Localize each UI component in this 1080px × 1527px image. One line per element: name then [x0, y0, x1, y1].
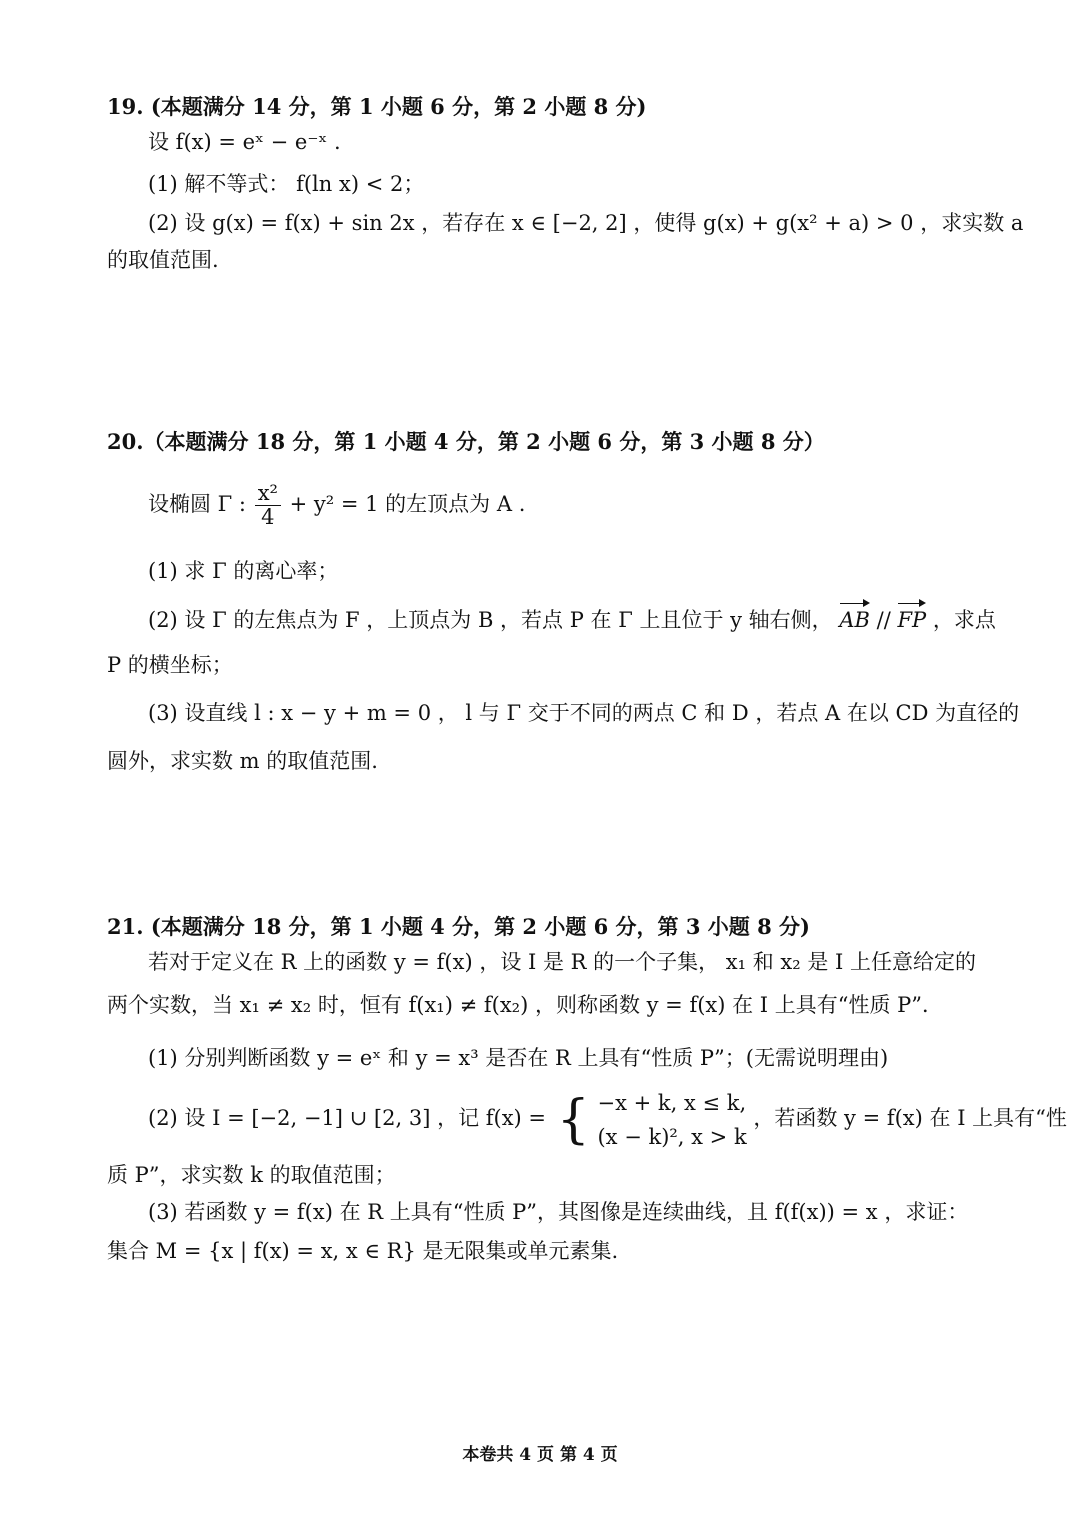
- q20-part3: (3) 设直线 l : x − y + m = 0 ， l 与 Γ 交于不同的两点 C 和 D ，若点 A 在以 CD 为直径的: [148, 701, 1020, 725]
- q21-part3-continued: 集合 M = {x | f(x) = x, x ∈ R} 是无限集或单元素集.: [107, 1239, 619, 1263]
- q20-part2-prefix: (2) 设 Γ 的左焦点为 F ，上顶点为 B ，若点 P 在 Γ 上且位于 y 轴右侧，: [148, 608, 833, 632]
- q19-definition: 设 f(x) = eˣ − e⁻ˣ .: [148, 130, 341, 154]
- q20-part2: [148, 605, 996, 635]
- q20-part2-suffix: ，求点: [932, 608, 996, 632]
- case-2: (x − k)², x > k: [597, 1124, 747, 1149]
- q20-heading: 20.（本题满分 18 分，第 1 小题 4 分，第 2 小题 6 分，第 3 小题 8 分）: [107, 429, 825, 454]
- q19-part2: (2) 设 g(x) = f(x) + sin 2x ，若存在 x ∈ [−2, 2] ，使得 g(x) + g(x² + a) > 0 ，求实数 a: [148, 211, 1024, 235]
- q21-intro-line1: 若对于定义在 R 上的函数 y = f(x) ，设 I 是 R 的一个子集， x₁ 和 x₂ 是 I 上任意给定的: [148, 950, 977, 974]
- q20-part3-continued: 圆外，求实数 m 的取值范围.: [107, 749, 378, 773]
- page-footer: 本卷共 4 页 第 4 页: [462, 1445, 618, 1465]
- q21-part2: [148, 1084, 1067, 1154]
- q20-intro-prefix: 设椭圆 Γ :: [148, 492, 246, 516]
- q21-part3: (3) 若函数 y = f(x) 在 R 上具有“性质 P”，其图像是连续曲线，且 f(f(x)) = x ，求证：: [148, 1200, 969, 1224]
- vector-fp: FP: [897, 605, 926, 635]
- case-1: −x + k, x ≤ k,: [597, 1090, 747, 1115]
- q21-part2-prefix: (2) 设 I = [−2, −1] ∪ [2, 3] ，记 f(x) =: [148, 1106, 547, 1130]
- piecewise-cases: [597, 1086, 746, 1154]
- q20-intro-suffix: + y² = 1 的左顶点为 A .: [289, 492, 526, 516]
- ellipse-fraction: [255, 482, 281, 529]
- left-brace: {: [556, 1089, 590, 1150]
- q21-heading: 21. (本题满分 18 分，第 1 小题 4 分，第 2 小题 6 分，第 3 小题 8 分): [107, 914, 810, 939]
- vector-ab: AB: [839, 605, 870, 635]
- fraction-numerator: x²: [255, 482, 281, 506]
- parallel-symbol: //: [876, 608, 898, 632]
- q20-part1: (1) 求 Γ 的离心率；: [148, 559, 339, 583]
- q19-heading: 19. (本题满分 14 分，第 1 小题 6 分，第 2 小题 8 分): [107, 94, 647, 119]
- q20-intro: [148, 474, 525, 534]
- q21-part2-suffix: ，若函数 y = f(x) 在 I 上具有“性: [753, 1106, 1067, 1130]
- q20-part2-continued: P 的横坐标；: [107, 653, 233, 677]
- q19-part1: (1) 解不等式： f(ln x) < 2；: [148, 172, 425, 196]
- q21-part2-continued: 质 P”，求实数 k 的取值范围；: [107, 1163, 396, 1187]
- fraction-denominator: 4: [261, 505, 275, 529]
- q21-part1: (1) 分别判断函数 y = eˣ 和 y = x³ 是否在 R 上具有“性质 P”；(无需说明理由): [148, 1046, 889, 1070]
- q19-part2-continued: 的取值范围.: [107, 248, 219, 272]
- q21-intro-line2: 两个实数，当 x₁ ≠ x₂ 时，恒有 f(x₁) ≠ f(x₂) ，则称函数 y = f(x) 在 I 上具有“性质 P”．: [107, 993, 944, 1017]
